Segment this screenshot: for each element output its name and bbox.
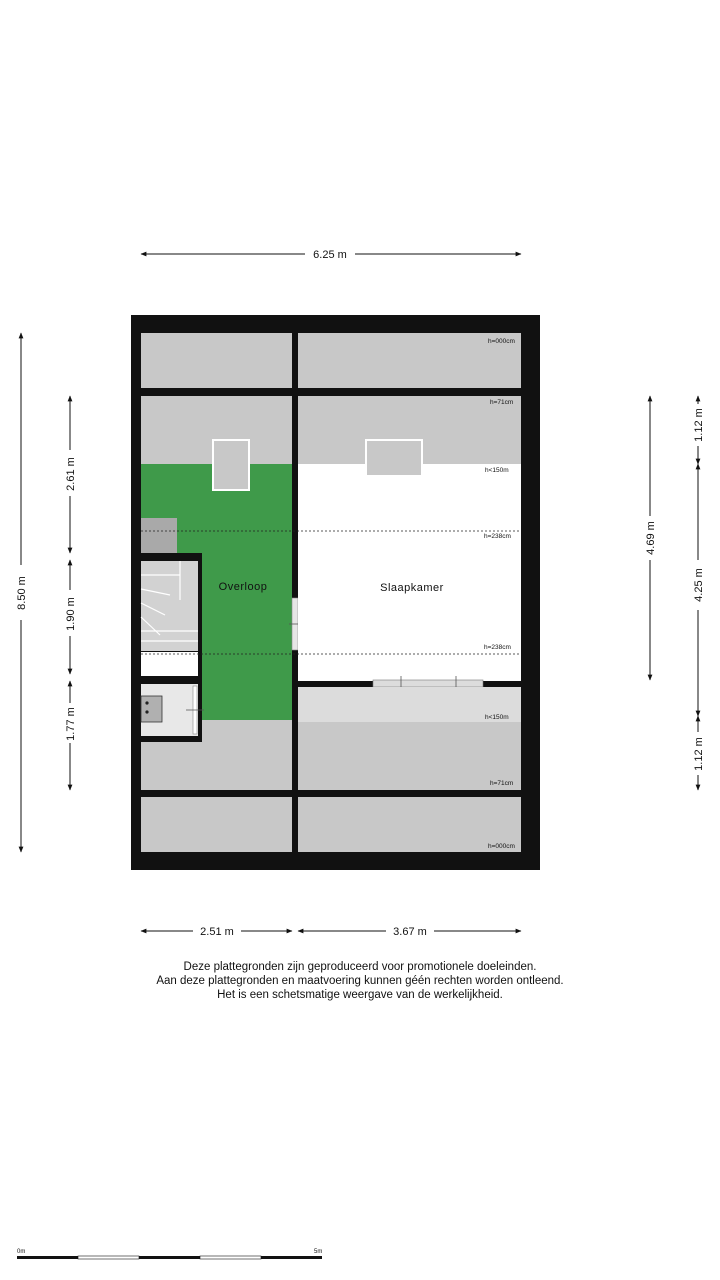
building [131, 315, 540, 870]
disclaimer-line: Aan deze plattegronden en maatvoering kunnen géén rechten worden ontleend. [156, 975, 564, 987]
height-label: h=71cm [490, 780, 514, 787]
center-wall [292, 333, 298, 853]
dim-mid-right: 4.69 m [645, 521, 657, 555]
height-label: h=238cm [484, 644, 511, 651]
dim-right-top: 1.12 m [693, 408, 705, 442]
skylight-left [213, 440, 249, 490]
dim-left-total: 8.50 m [16, 576, 28, 610]
stair-top [141, 518, 177, 553]
room-label-overloop: Overloop [218, 581, 268, 593]
landing [141, 652, 198, 676]
boiler-dot [145, 710, 148, 713]
boiler-dot [145, 701, 148, 704]
scale-start: 0m [17, 1249, 26, 1255]
height-label: h=71cm [490, 399, 514, 406]
disclaimer-line: Het is een schetsmatige weergave van de werkelijkheid. [217, 989, 503, 1001]
skylight-right [366, 440, 422, 476]
height-label: h<150m [485, 467, 509, 474]
height-label: h<150m [485, 714, 509, 721]
room-label-slaapkamer: Slaapkamer [380, 582, 444, 594]
dim-top-width: 6.25 m [313, 249, 347, 261]
right-roof-lower [298, 722, 521, 790]
boiler-icon [141, 696, 162, 722]
dim-bottom-right: 3.67 m [393, 926, 427, 938]
height-label: h=238cm [484, 533, 511, 540]
dim-right-bottom: 1.12 m [693, 737, 705, 771]
height-label: h=000cm [488, 843, 515, 850]
dim-bottom-left: 2.51 m [200, 926, 234, 938]
height-label: h=000cm [488, 338, 515, 345]
left-roof-top [141, 333, 292, 388]
disclaimer-line: Deze plattegronden zijn geproduceerd voor promotionele doeleinden. [183, 961, 537, 973]
disclaimer [60, 960, 660, 1002]
scale-bar [17, 1249, 322, 1259]
wardrobe [373, 680, 483, 687]
scale-end: 5m [314, 1249, 323, 1255]
dim-left-seg3: 1.77 m [65, 707, 77, 741]
left-roof-bottom [141, 797, 292, 852]
dim-left-seg1: 2.61 m [65, 457, 77, 491]
dim-right-mid: 4.25 m [693, 568, 705, 602]
dim-left-seg2: 1.90 m [65, 597, 77, 631]
